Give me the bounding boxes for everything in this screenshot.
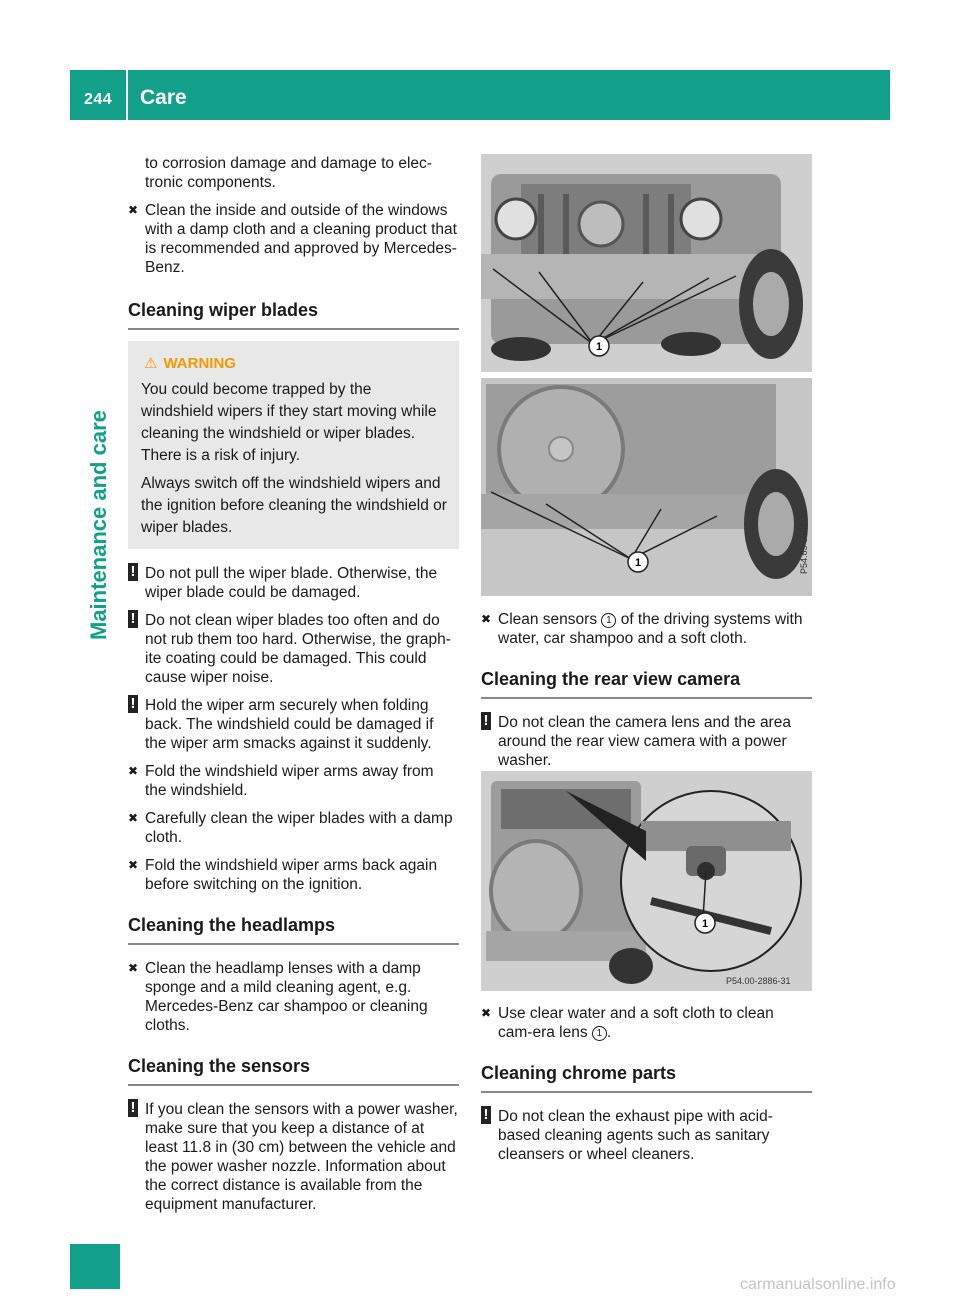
caution-icon: ! (128, 610, 138, 628)
warning-text-2: Always switch off the windshield wipers and the ignition before cleaning the windshield or wiper blades. (141, 475, 447, 536)
note-power-washer: ! If you clean the sensors with a power washer, make sure that you keep a distance of at least 11.8 in (30 cm) between the vehicle and the power washer nozzle. Information about the correct distance is available from the equipment manufacturer. (128, 1100, 459, 1214)
left-column (128, 154, 459, 1223)
sensor-locations-image (481, 154, 812, 596)
callout-icon: 1 (601, 613, 616, 628)
step-clean-windows (128, 201, 459, 277)
heading-chrome: Cleaning chrome parts (481, 1064, 812, 1093)
caution-icon: ! (128, 695, 138, 713)
page-header (70, 70, 890, 120)
right-column (481, 610, 812, 779)
caution-icon: ! (481, 1106, 491, 1124)
step-clean-sensors: ✖ Clean sensors 1 of the driving systems with water, car shampoo and a soft cloth. (481, 611, 803, 647)
note-clean-often: ! Do not clean wiper blades too often and do not rub them too hard. Otherwise, the graph-ite coating could be damaged. This could cause wiper noise. (128, 611, 459, 687)
note-exhaust: ! Do not clean the exhaust pipe with acid-based cleaning agents such as sanitary cleansers or wheel cleaners. (481, 1107, 812, 1164)
rear-camera-illustration (481, 771, 812, 991)
callout-1-rear: 1 (634, 557, 642, 569)
note-pull-blade: ! Do not pull the wiper blade. Otherwise, the wiper blade could be damaged. (128, 564, 459, 602)
sidebar-chapter-label: Maintenance and care (86, 410, 111, 640)
warning-heading: ⚠ WARNING (141, 353, 447, 375)
step-clean-camera: ✖ Use clear water and a soft cloth to clean cam-era lens 1 . (481, 1005, 774, 1041)
warning-triangle-icon: ⚠ (144, 355, 158, 372)
sidebar-marker (70, 1244, 120, 1289)
note-wiper-arm: ! Hold the wiper arm securely when folding back. The windshield could be damaged if the wiper arm smacks against it suddenly. (128, 696, 459, 753)
rear-camera-image (481, 771, 812, 991)
step-clean-headlamps: ✖ Clean the headlamp lenses with a damp sponge and a mild cleaning agent, e.g. Mercedes-Benz car shampoo or cleaning cloths. (128, 960, 428, 1034)
image-code: P54.65-5584-31 (799, 509, 809, 574)
step-arrow-icon: ✖ (128, 961, 139, 975)
step-arrow-icon: ✖ (481, 1006, 492, 1020)
header-divider (126, 70, 128, 120)
step-arrow-icon: ✖ (128, 858, 139, 872)
step-arrow-icon: ✖ (128, 764, 139, 778)
caution-icon: ! (481, 712, 491, 730)
heading-sensors: Cleaning the sensors (128, 1057, 459, 1086)
step-arrow-icon: ✖ (128, 811, 139, 825)
step-arrow-icon: ✖ (128, 203, 139, 217)
image-code: P54.00-2886-31 (726, 976, 791, 986)
step-clean-blades: ✖ Carefully clean the wiper blades with a damp cloth. (128, 810, 453, 846)
step-fold-away: ✖ Fold the windshield wiper arms away from the windshield. (128, 763, 434, 799)
note-camera-washer: ! Do not clean the camera lens and the area around the rear view camera with a power washer. (481, 713, 812, 770)
section-title: Care (140, 86, 187, 109)
watermark[interactable]: carmanualsonline.info (740, 1276, 896, 1293)
callout-1-camera: 1 (701, 918, 709, 930)
heading-headlamps: Cleaning the headlamps (128, 916, 459, 945)
caution-icon: ! (128, 563, 138, 581)
page-number: 244 (84, 91, 113, 108)
step-fold-back: ✖ Fold the windshield wiper arms back again before switching on the ignition. (128, 857, 438, 893)
right-column-lower (481, 1004, 812, 1173)
vehicle-sensors-illustration (481, 154, 812, 596)
heading-camera: Cleaning the rear view camera (481, 670, 812, 699)
intro-text: to corrosion damage and damage to elec-tronic components. (145, 155, 432, 191)
step-text: Clean the inside and outside of the windows with a damp cloth and a cleaning product that is recommended and approved by Mercedes-Benz. (145, 202, 457, 276)
callout-1-front: 1 (595, 341, 603, 353)
sidebar-area (70, 120, 120, 1242)
heading-wiper: Cleaning wiper blades (128, 301, 459, 330)
warning-box (128, 341, 459, 549)
caution-icon: ! (128, 1099, 138, 1117)
step-arrow-icon: ✖ (481, 612, 492, 626)
callout-icon: 1 (592, 1026, 607, 1041)
warning-text-1: You could become trapped by the windshield wipers if they start moving while cleaning the windshield or wiper blades. There is a risk of injury. (141, 381, 437, 464)
